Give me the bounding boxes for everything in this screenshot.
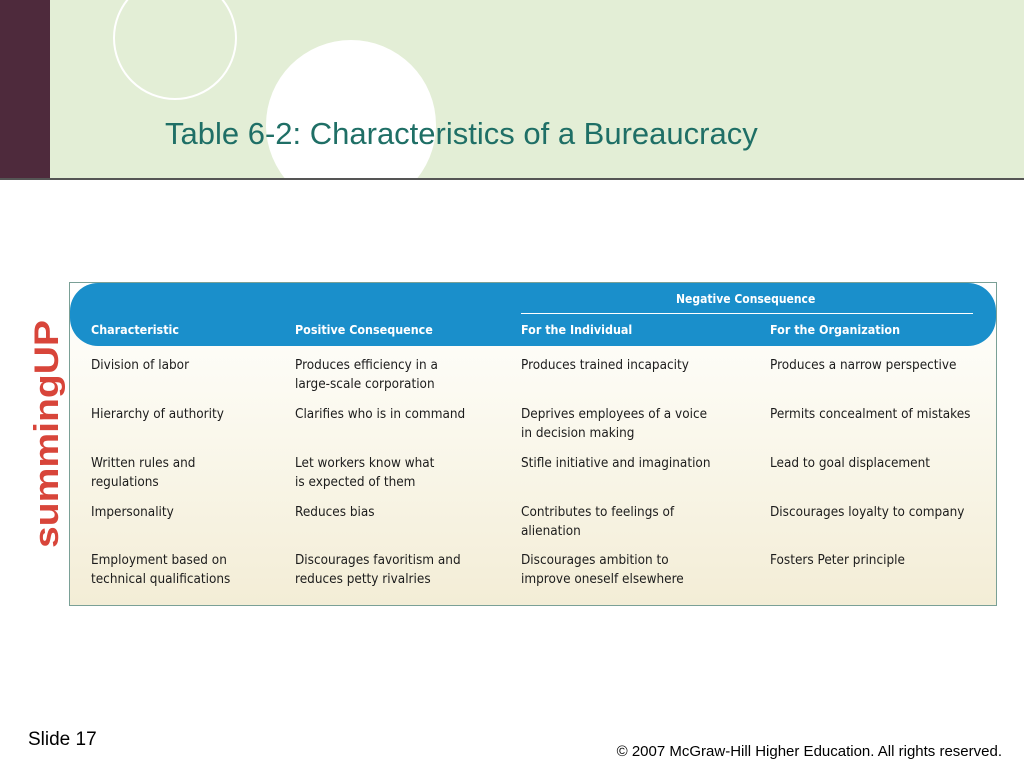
table-cell: Discourages favoritism and reduces petty rivalries <box>295 553 461 587</box>
table-cell: Produces a narrow perspective <box>770 358 957 373</box>
table-cell: Let workers know what is expected of them <box>295 456 435 490</box>
decorative-ring <box>113 0 237 100</box>
bureaucracy-table <box>69 282 997 606</box>
badge-text-summing: summing <box>28 396 66 548</box>
column-header-individual: For the Individual <box>521 323 633 337</box>
table-cell: Produces trained incapacity <box>521 358 689 373</box>
table-cell: Deprives employees of a voice in decision making <box>521 407 708 441</box>
table-cell: Stifle initiative and imagination <box>521 456 711 471</box>
header-accent-bar <box>0 0 50 178</box>
slide-title: Table 6-2: Characteristics of a Bureaucracy <box>165 116 758 151</box>
table-cell: Contributes to feelings of alienation <box>521 505 675 539</box>
badge-text-up: UP <box>28 327 66 375</box>
table-cell: Employment based on technical qualifications <box>91 553 231 587</box>
table-cell: Lead to goal displacement <box>770 456 931 471</box>
negative-consequence-header: Negative Consequence <box>676 292 816 306</box>
table-cell: Produces efficiency in a large-scale corporation <box>295 358 438 392</box>
table-cell: Fosters Peter principle <box>770 553 905 568</box>
column-header-characteristic: Characteristic <box>91 323 179 337</box>
table-cell: Division of labor <box>91 358 190 373</box>
table-cell: Written rules and regulations <box>91 456 196 490</box>
header-divider <box>0 178 1024 180</box>
svg-text:summingUP <box>28 320 66 548</box>
table-cell: Hierarchy of authority <box>91 407 224 422</box>
table-cell: Reduces bias <box>295 505 375 520</box>
table-cell: Permits concealment of mistakes <box>770 407 971 422</box>
table-cell: Impersonality <box>91 505 174 520</box>
summing-up-badge <box>22 318 66 550</box>
group-header-rule <box>521 313 973 314</box>
slide-number: Slide 17 <box>28 729 97 750</box>
table-cell: Discourages loyalty to company <box>770 505 965 520</box>
column-header-organization: For the Organization <box>770 323 901 337</box>
copyright-notice: © 2007 McGraw-Hill Higher Education. All rights reserved. <box>616 743 1002 760</box>
table-cell: Discourages ambition to improve oneself elsewhere <box>521 553 684 587</box>
column-header-positive: Positive Consequence <box>295 323 433 337</box>
decorative-circle <box>266 40 436 178</box>
table-cell: Clarifies who is in command <box>295 407 466 422</box>
